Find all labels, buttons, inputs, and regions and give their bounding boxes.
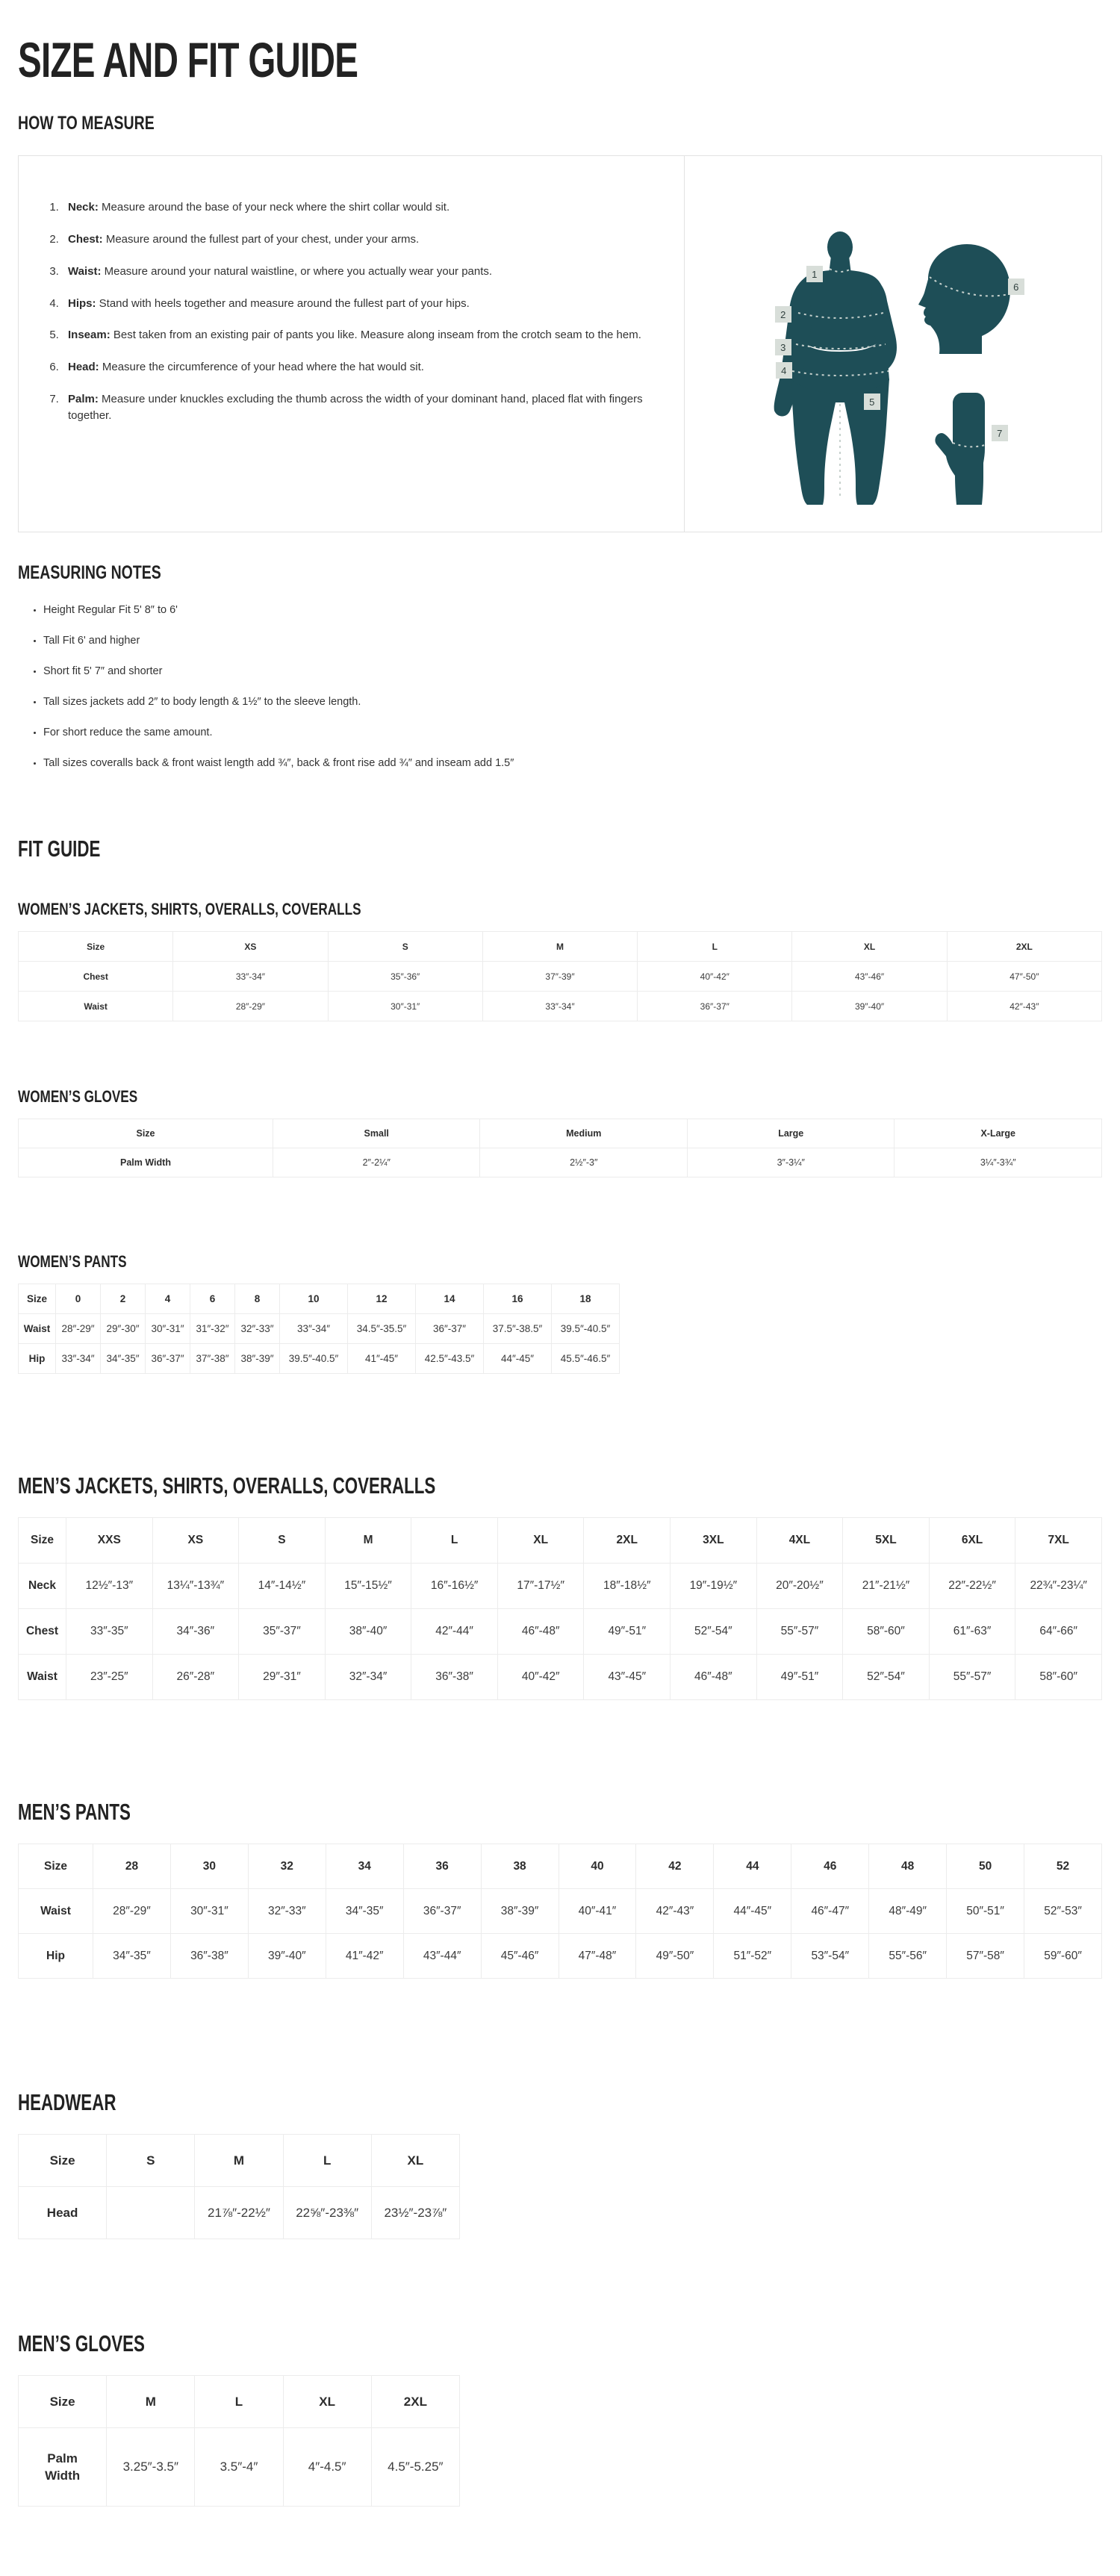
size-table <box>18 2375 460 2507</box>
column-header: 8 <box>235 1284 280 1314</box>
size-cell: 32″-34″ <box>325 1655 411 1700</box>
column-header: 18 <box>552 1284 620 1314</box>
mens-pants-heading: MEN’S PANTS <box>18 1799 131 1826</box>
size-cell: 43″-46″ <box>792 962 947 992</box>
measuring-note: • Height Regular Fit 5' 8″ to 6' <box>43 603 1102 617</box>
size-cell: 22″-22½″ <box>929 1564 1015 1609</box>
size-cell: 40″-42″ <box>638 962 792 992</box>
column-header: 2 <box>101 1284 146 1314</box>
column-header: Size <box>19 1518 66 1564</box>
size-cell: 34″-35″ <box>93 1934 171 1979</box>
size-cell: 2½″-3″ <box>480 1148 688 1177</box>
size-cell: 44″-45″ <box>714 1889 791 1934</box>
size-cell: 33″-35″ <box>66 1609 153 1655</box>
column-header: 0 <box>56 1284 101 1314</box>
size-cell: 4″-4.5″ <box>283 2428 371 2507</box>
size-cell: 12½″-13″ <box>66 1564 153 1609</box>
size-cell: 36″-37″ <box>416 1314 484 1344</box>
table-row <box>19 1314 620 1344</box>
size-cell: 42″-43″ <box>636 1889 714 1934</box>
size-table <box>18 1119 1102 1177</box>
column-header: L <box>411 1518 498 1564</box>
size-cell: 40″-42″ <box>497 1655 584 1700</box>
column-header: Size <box>19 1284 56 1314</box>
mens-jackets-table <box>18 1517 1102 1700</box>
size-cell: 59″-60″ <box>1024 1934 1102 1979</box>
size-cell: 39.5″-40.5″ <box>280 1344 348 1374</box>
measure-step <box>62 391 662 424</box>
size-cell: 3″-3¼″ <box>687 1148 895 1177</box>
womens-jackets-table <box>18 931 1102 1021</box>
row-label: Hip <box>19 1934 93 1979</box>
size-cell: 39.5″-40.5″ <box>552 1314 620 1344</box>
column-header: 42 <box>636 1844 714 1889</box>
size-cell: 39″-40″ <box>792 992 947 1021</box>
size-cell: 57″-58″ <box>947 1934 1024 1979</box>
size-cell: 21⅞″-22½″ <box>195 2187 283 2239</box>
size-cell: 38″-40″ <box>325 1609 411 1655</box>
size-cell: 46″-47″ <box>791 1889 869 1934</box>
measuring-note: • Short fit 5' 7″ and shorter <box>43 665 1102 679</box>
size-cell: 45″-46″ <box>481 1934 559 1979</box>
size-cell: 46″-48″ <box>497 1609 584 1655</box>
size-cell: 33″-34″ <box>482 992 637 1021</box>
column-header: XS <box>152 1518 239 1564</box>
hand-silhouette <box>935 393 985 505</box>
womens-pants-table <box>18 1284 1102 1374</box>
size-cell: 43″-44″ <box>403 1934 481 1979</box>
size-table <box>18 2134 460 2239</box>
head-silhouette <box>918 244 1010 354</box>
column-header: 10 <box>280 1284 348 1314</box>
size-cell: 43″-45″ <box>584 1655 671 1700</box>
column-header: XL <box>497 1518 584 1564</box>
size-cell: 15″-15½″ <box>325 1564 411 1609</box>
size-cell: 21″-21½″ <box>843 1564 930 1609</box>
size-cell: 31″-32″ <box>190 1314 235 1344</box>
size-cell: 52″-54″ <box>843 1655 930 1700</box>
size-cell: 58″-60″ <box>1015 1655 1102 1700</box>
mens-jackets-heading: MEN’S JACKETS, SHIRTS, OVERALLS, COVERALLS <box>18 1472 436 1499</box>
column-header: Small <box>273 1119 480 1148</box>
size-cell: 37″-38″ <box>190 1344 235 1374</box>
column-header: M <box>482 932 637 962</box>
diagram-marker-3: 3 <box>775 339 791 355</box>
size-cell: 52″-53″ <box>1024 1889 1102 1934</box>
size-cell: 37.5″-38.5″ <box>484 1314 552 1344</box>
column-header: S <box>107 2135 195 2187</box>
column-header: 52 <box>1024 1844 1102 1889</box>
size-cell: 34″-36″ <box>152 1609 239 1655</box>
size-cell: 55″-57″ <box>756 1609 843 1655</box>
column-header: 6 <box>190 1284 235 1314</box>
column-header: 44 <box>714 1844 791 1889</box>
column-header: 34 <box>326 1844 403 1889</box>
size-cell: 28″-29″ <box>93 1889 171 1934</box>
size-cell: 4.5″-5.25″ <box>371 2428 459 2507</box>
column-header: Size <box>19 1844 93 1889</box>
row-label: Palm Width <box>19 2428 107 2507</box>
column-header: 2XL <box>371 2376 459 2428</box>
column-header: 38 <box>481 1844 559 1889</box>
diagram-marker-6: 6 <box>1008 279 1024 295</box>
measure-steps-column <box>19 156 685 532</box>
measure-step <box>62 264 662 280</box>
mens-gloves-heading: MEN’S GLOVES <box>18 2330 145 2357</box>
table-header-row <box>19 1119 1102 1148</box>
size-cell: 18″-18½″ <box>584 1564 671 1609</box>
size-cell: 14″-14½″ <box>239 1564 326 1609</box>
row-label: Chest <box>19 1609 66 1655</box>
size-cell: 49″-51″ <box>584 1609 671 1655</box>
table-header-row <box>19 2135 460 2187</box>
size-cell: 40″-41″ <box>559 1889 636 1934</box>
table-header-row <box>19 1518 1102 1564</box>
step-label: Head: <box>68 361 99 374</box>
diagram-marker-2: 2 <box>775 306 791 323</box>
column-header: 16 <box>484 1284 552 1314</box>
size-cell: 37″-39″ <box>482 962 637 992</box>
size-cell: 50″-51″ <box>947 1889 1024 1934</box>
size-cell: 51″-52″ <box>714 1934 791 1979</box>
column-header: 7XL <box>1015 1518 1102 1564</box>
table-row <box>19 1148 1102 1177</box>
size-cell: 23″-25″ <box>66 1655 153 1700</box>
size-cell: 35″-37″ <box>239 1609 326 1655</box>
size-cell: 34″-35″ <box>101 1344 146 1374</box>
size-cell: 29″-31″ <box>239 1655 326 1700</box>
column-header: L <box>283 2135 371 2187</box>
table-row <box>19 1889 1102 1934</box>
size-cell: 36″-37″ <box>403 1889 481 1934</box>
column-header: 2XL <box>947 932 1101 962</box>
size-cell: 16″-16½″ <box>411 1564 498 1609</box>
step-label: Inseam: <box>68 329 111 342</box>
table-row <box>19 962 1102 992</box>
size-cell: 49″-51″ <box>756 1655 843 1700</box>
size-cell: 30″-31″ <box>146 1314 190 1344</box>
row-label: Hip <box>19 1344 56 1374</box>
table-row <box>19 1564 1102 1609</box>
headwear-heading: HEADWEAR <box>18 2089 116 2116</box>
column-header: XL <box>792 932 947 962</box>
size-cell: 36″-38″ <box>411 1655 498 1700</box>
size-cell: 3.5″-4″ <box>195 2428 283 2507</box>
size-cell: 2″-2¼″ <box>273 1148 480 1177</box>
how-to-measure-panel <box>18 155 1102 532</box>
step-text: Measure under knuckles excluding the thumb across the width of your dominant hand, placed flat with fingers together. <box>68 392 643 422</box>
headwear-table <box>18 2134 1102 2239</box>
column-header: 36 <box>403 1844 481 1889</box>
size-cell: 32″-33″ <box>235 1314 280 1344</box>
diagram-marker-4: 4 <box>776 362 792 379</box>
measurement-diagram <box>685 156 1089 532</box>
row-label: Palm Width <box>19 1148 273 1177</box>
size-cell: 55″-57″ <box>929 1655 1015 1700</box>
size-table <box>18 1517 1102 1700</box>
size-cell: 41″-45″ <box>348 1344 416 1374</box>
size-cell: 47″-50″ <box>947 962 1101 992</box>
size-cell: 33″-34″ <box>56 1344 101 1374</box>
column-header: L <box>195 2376 283 2428</box>
measuring-note: • Tall Fit 6' and higher <box>43 634 1102 648</box>
womens-pants-heading: WOMEN’S PANTS <box>18 1252 127 1272</box>
size-table <box>18 931 1102 1021</box>
size-cell: 42.5″-43.5″ <box>416 1344 484 1374</box>
size-cell: 20″-20½″ <box>756 1564 843 1609</box>
row-label: Chest <box>19 962 173 992</box>
size-table <box>18 1284 620 1374</box>
size-cell: 33″-34″ <box>280 1314 348 1344</box>
column-header: 28 <box>93 1844 171 1889</box>
row-label: Neck <box>19 1564 66 1609</box>
column-header: XL <box>371 2135 459 2187</box>
size-cell: 47″-48″ <box>559 1934 636 1979</box>
column-header: XXS <box>66 1518 153 1564</box>
size-cell: 36″-37″ <box>146 1344 190 1374</box>
size-cell: 26″-28″ <box>152 1655 239 1700</box>
row-label: Head <box>19 2187 107 2239</box>
step-text: Measure around the base of your neck where the shirt collar would sit. <box>102 201 450 214</box>
measure-step <box>62 327 662 343</box>
measuring-notes-list <box>43 603 1102 770</box>
column-header: 48 <box>869 1844 947 1889</box>
column-header: X-Large <box>895 1119 1102 1148</box>
measure-steps-list <box>62 199 662 423</box>
size-cell: 49″-50″ <box>636 1934 714 1979</box>
measuring-note: • For short reduce the same amount. <box>43 726 1102 740</box>
size-cell: 3.25″-3.5″ <box>107 2428 195 2507</box>
measuring-notes-heading: MEASURING NOTES <box>18 562 161 584</box>
size-cell: 45.5″-46.5″ <box>552 1344 620 1374</box>
measure-step <box>62 359 662 376</box>
column-header: Size <box>19 932 173 962</box>
size-cell: 36″-37″ <box>638 992 792 1021</box>
size-cell <box>107 2187 195 2239</box>
table-row <box>19 992 1102 1021</box>
column-header: L <box>638 932 792 962</box>
column-header: Large <box>687 1119 895 1148</box>
size-cell: 32″-33″ <box>248 1889 326 1934</box>
diagram-marker-5: 5 <box>864 393 880 410</box>
page-title: SIZE AND FIT GUIDE <box>18 32 358 87</box>
column-header: 3XL <box>671 1518 757 1564</box>
table-row <box>19 1609 1102 1655</box>
size-cell: 46″-48″ <box>671 1655 757 1700</box>
size-cell: 41″-42″ <box>326 1934 403 1979</box>
size-cell: 30″-31″ <box>328 992 482 1021</box>
table-row <box>19 2187 460 2239</box>
size-cell: 55″-56″ <box>869 1934 947 1979</box>
size-cell: 58″-60″ <box>843 1609 930 1655</box>
table-row <box>19 2428 460 2507</box>
size-cell: 35″-36″ <box>328 962 482 992</box>
size-cell: 53″-54″ <box>791 1934 869 1979</box>
column-header: M <box>195 2135 283 2187</box>
column-header: 4 <box>146 1284 190 1314</box>
womens-gloves-table <box>18 1119 1102 1177</box>
size-and-fit-guide-page <box>0 34 1120 2538</box>
table-row <box>19 1655 1102 1700</box>
size-cell: 36″-38″ <box>170 1934 248 1979</box>
size-cell: 52″-54″ <box>671 1609 757 1655</box>
size-cell: 38″-39″ <box>235 1344 280 1374</box>
size-cell: 22⅝″-23⅜″ <box>283 2187 371 2239</box>
column-header: Size <box>19 2376 107 2428</box>
column-header: Size <box>19 2135 107 2187</box>
column-header: 5XL <box>843 1518 930 1564</box>
size-cell: 34″-35″ <box>326 1889 403 1934</box>
mens-gloves-table <box>18 2375 1102 2507</box>
table-header-row <box>19 1844 1102 1889</box>
column-header: XS <box>173 932 328 962</box>
column-header: Size <box>19 1119 273 1148</box>
size-cell: 3¼″-3¾″ <box>895 1148 1102 1177</box>
womens-jackets-heading: WOMEN’S JACKETS, SHIRTS, OVERALLS, COVERALLS <box>18 900 361 919</box>
size-cell: 29″-30″ <box>101 1314 146 1344</box>
size-cell: 28″-29″ <box>173 992 328 1021</box>
measuring-note: • Tall sizes coveralls back & front waist length add ¾″, back & front rise add ¾″ and inseam add 1.5″ <box>43 756 1102 771</box>
size-cell: 22¾″-23¼″ <box>1015 1564 1102 1609</box>
column-header: 2XL <box>584 1518 671 1564</box>
column-header: 4XL <box>756 1518 843 1564</box>
row-label: Waist <box>19 1889 93 1934</box>
column-header: Medium <box>480 1119 688 1148</box>
size-cell: 17″-17½″ <box>497 1564 584 1609</box>
column-header: 40 <box>559 1844 636 1889</box>
size-cell: 34.5″-35.5″ <box>348 1314 416 1344</box>
womens-gloves-heading: WOMEN’S GLOVES <box>18 1087 138 1107</box>
step-text: Measure around your natural waistline, or where you actually wear your pants. <box>104 264 493 278</box>
column-header: 46 <box>791 1844 869 1889</box>
size-cell: 28″-29″ <box>56 1314 101 1344</box>
body-silhouette <box>774 231 896 505</box>
size-cell: 44″-45″ <box>484 1344 552 1374</box>
table-row <box>19 1934 1102 1979</box>
size-cell: 39″-40″ <box>248 1934 326 1979</box>
measurement-diagram-column <box>685 156 1101 532</box>
measuring-note: • Tall sizes jackets add 2″ to body length & 1½″ to the sleeve length. <box>43 695 1102 709</box>
column-header: XL <box>283 2376 371 2428</box>
column-header: 14 <box>416 1284 484 1314</box>
size-cell: 13¼″-13¾″ <box>152 1564 239 1609</box>
step-text: Stand with heels together and measure around the fullest part of your hips. <box>99 296 470 310</box>
step-text: Measure around the fullest part of your chest, under your arms. <box>105 233 420 246</box>
column-header: M <box>107 2376 195 2428</box>
column-header: 12 <box>348 1284 416 1314</box>
size-table <box>18 1844 1102 1979</box>
column-header: 32 <box>248 1844 326 1889</box>
measure-step <box>62 296 662 312</box>
fit-guide-heading: FIT GUIDE <box>18 836 101 862</box>
size-cell: 19″-19½″ <box>671 1564 757 1609</box>
column-header: 30 <box>170 1844 248 1889</box>
step-text: Best taken from an existing pair of pants you like. Measure along inseam from the crotch seam to the hem. <box>113 329 641 342</box>
size-cell: 38″-39″ <box>481 1889 559 1934</box>
step-text: Measure the circumference of your head where the hat would sit. <box>102 361 424 374</box>
size-cell: 61″-63″ <box>929 1609 1015 1655</box>
size-cell: 33″-34″ <box>173 962 328 992</box>
column-header: S <box>239 1518 326 1564</box>
row-label: Waist <box>19 992 173 1021</box>
diagram-marker-7: 7 <box>992 425 1008 441</box>
step-label: Hips: <box>68 296 96 310</box>
step-label: Neck: <box>68 201 99 214</box>
measure-step <box>62 199 662 216</box>
measure-step <box>62 231 662 248</box>
column-header: 6XL <box>929 1518 1015 1564</box>
row-label: Waist <box>19 1655 66 1700</box>
table-header-row <box>19 1284 620 1314</box>
size-cell: 30″-31″ <box>170 1889 248 1934</box>
column-header: 50 <box>947 1844 1024 1889</box>
column-header: M <box>325 1518 411 1564</box>
size-cell: 23½″-23⅞″ <box>371 2187 459 2239</box>
column-header: S <box>328 932 482 962</box>
table-header-row <box>19 932 1102 962</box>
diagram-marker-1: 1 <box>806 266 823 282</box>
table-header-row <box>19 2376 460 2428</box>
table-row <box>19 1344 620 1374</box>
how-to-measure-heading: HOW TO MEASURE <box>18 113 155 134</box>
step-label: Waist: <box>68 264 102 278</box>
size-cell: 42″-43″ <box>947 992 1101 1021</box>
step-label: Palm: <box>68 392 99 405</box>
size-cell: 42″-44″ <box>411 1609 498 1655</box>
size-cell: 64″-66″ <box>1015 1609 1102 1655</box>
row-label: Waist <box>19 1314 56 1344</box>
step-label: Chest: <box>68 233 103 246</box>
size-cell: 48″-49″ <box>869 1889 947 1934</box>
mens-pants-table <box>18 1844 1102 1979</box>
